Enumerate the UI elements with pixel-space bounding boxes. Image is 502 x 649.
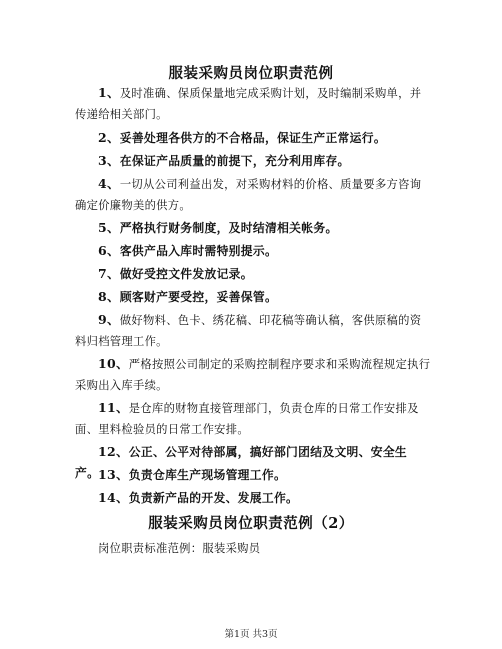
item-number: 5、 xyxy=(98,220,120,235)
item-text: 做好物料、色卡、绣花稿、印花稿等确认稿，客供原稿的资料归档管理工作。 xyxy=(75,314,422,348)
item-text: 公正、公平对待部属，搞好部门团结及文明、安全生产。 xyxy=(75,445,408,480)
list-item xyxy=(75,464,431,486)
list-item xyxy=(75,309,431,352)
item-number: 1、 xyxy=(98,85,120,100)
item-text: 严格按照公司制定的采购控制程序要求和采购流程规定执行采购出入库手续。 xyxy=(75,358,431,392)
list-item xyxy=(75,82,431,125)
item-number: 2、 xyxy=(98,130,120,145)
item-text: 妥善处理各供方的不合格品，保证生产正常运行。 xyxy=(119,131,386,145)
item-text: 客供产品入库时需特别提示。 xyxy=(119,244,278,258)
list-item xyxy=(75,240,431,262)
item-number: 14、 xyxy=(98,490,129,505)
list-item xyxy=(75,397,431,440)
list-item xyxy=(75,127,431,149)
item-text: 一切从公司利益出发，对采购材料的价格、质量要多方咨询确定价廉物美的供方。 xyxy=(75,178,422,212)
item-text: 负责新产品的开发、发展工作。 xyxy=(128,491,299,505)
item-text: 负责仓库生产现场管理工作。 xyxy=(128,468,287,482)
item-text: 做好受控文件发放记录。 xyxy=(119,267,253,281)
item-number: 3、 xyxy=(98,153,120,168)
item-number: 10、 xyxy=(98,356,129,371)
item-number: 13、 xyxy=(98,467,129,482)
item-number: 6、 xyxy=(98,243,120,258)
item-text: 及时准确、保质保量地完成采购计划，及时编制采购单，并传递给相关部门。 xyxy=(75,87,422,121)
item-number: 7、 xyxy=(98,266,120,281)
item-number: 9、 xyxy=(98,312,120,327)
page-footer: 第1页 共3页 xyxy=(224,629,278,640)
item-text: 在保证产品质量的前提下，充分利用库存。 xyxy=(119,154,350,168)
list-item xyxy=(75,263,431,285)
section-subtitle: 岗位职责标准范例：服装采购员 xyxy=(98,542,261,555)
item-number: 8、 xyxy=(98,289,120,304)
item-text: 严格执行财务制度，及时结清相关帐务。 xyxy=(119,221,338,235)
item-text: 是仓库的财物直接管理部门，负责仓库的日常工作安排及面、里料检验员的日常工作安排。 xyxy=(75,402,419,436)
item-number: 4、 xyxy=(98,176,120,191)
item-number: 11、 xyxy=(98,400,129,415)
list-item xyxy=(75,173,431,216)
item-number: 12、 xyxy=(98,444,129,459)
item-text: 顾客财产要受控，妥善保管。 xyxy=(119,290,278,304)
page-title: 服装采购员岗位职责范例 xyxy=(168,65,334,82)
list-item xyxy=(75,150,431,172)
list-item xyxy=(75,353,431,396)
list-item xyxy=(75,217,431,239)
list-item xyxy=(75,487,431,509)
list-item xyxy=(75,286,431,308)
section-title: 服装采购员岗位职责范例（2） xyxy=(148,515,354,532)
